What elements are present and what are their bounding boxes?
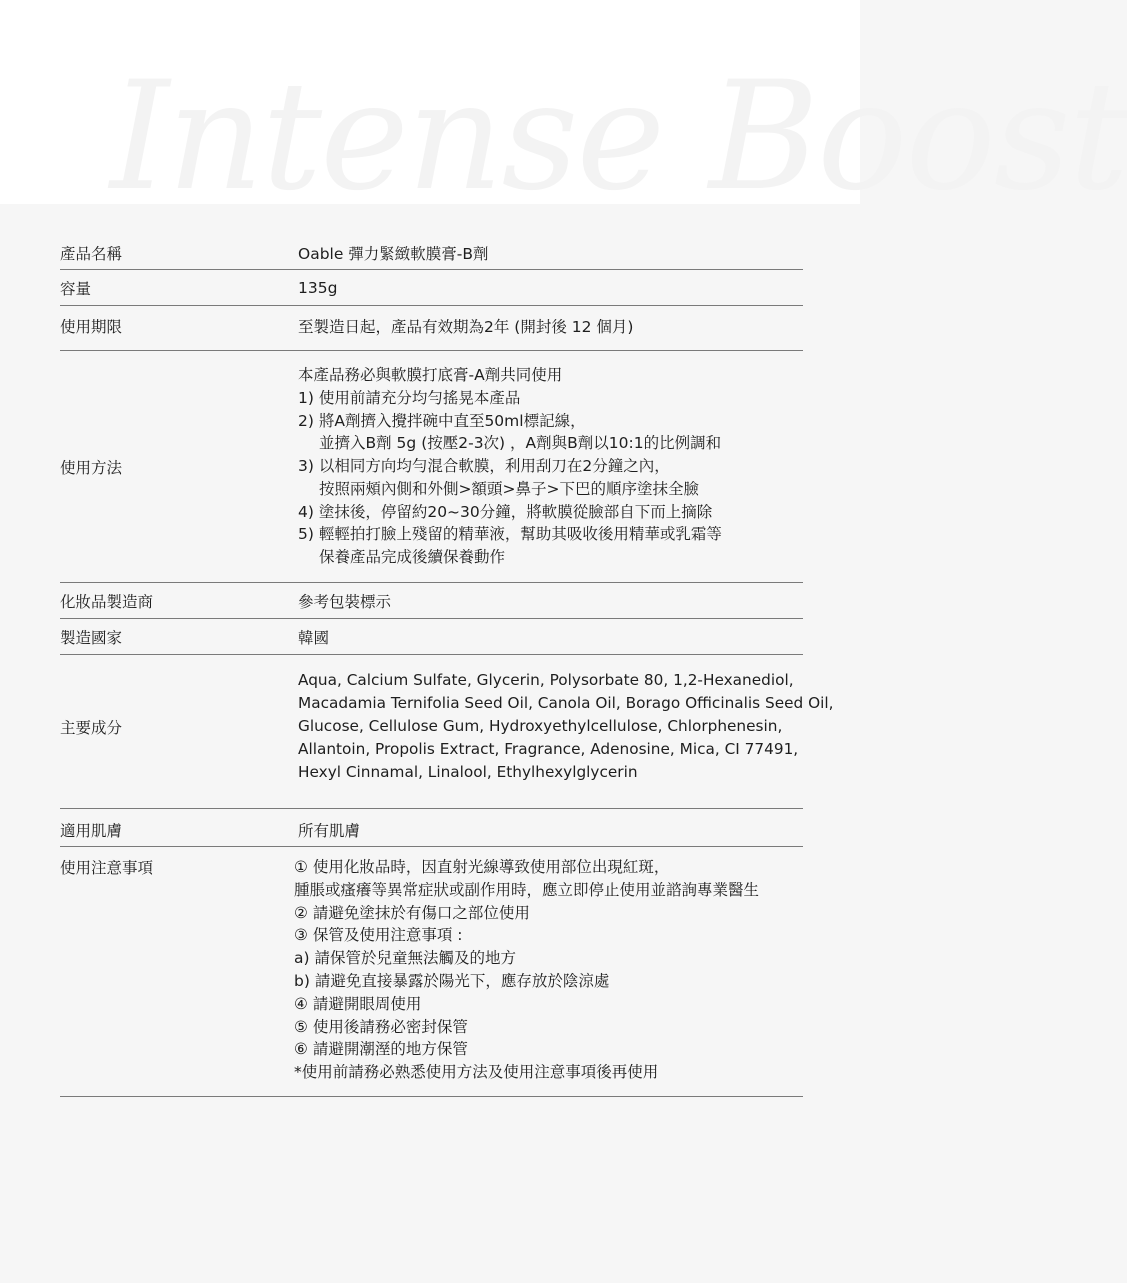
spec-label: 主要成分: [60, 718, 123, 737]
spec-label: 化妝品製造商: [60, 592, 154, 611]
product-spec-table: [60, 234, 834, 1097]
spec-label: 使用期限: [60, 317, 123, 336]
spec-value: Oable 彈力緊緻軟膜膏-B劑: [298, 244, 489, 263]
usage-line: 1) 使用前請充分均勻搖晃本產品: [298, 388, 521, 407]
spec-value: 參考包裝標示: [298, 592, 392, 611]
caution-line: ④ 請避開眼周使用: [294, 994, 422, 1013]
spec-row-volume: [60, 270, 803, 306]
caution-line: ② 請避免塗抹於有傷口之部位使用: [294, 903, 530, 922]
spec-row-country: [60, 619, 803, 655]
spec-row-cautions: [60, 847, 803, 1097]
watermark-text: Intense Boost: [110, 50, 1127, 224]
spec-label: 使用注意事項: [60, 859, 154, 877]
usage-line: 保養產品完成後續保養動作: [319, 548, 506, 567]
usage-line: 並擠入B劑 5g (按壓2-3次) ，A劑與B劑以10:1的比例調和: [319, 434, 722, 453]
usage-line: 2) 將A劑擠入攪拌碗中直至50ml標記線，: [298, 411, 586, 430]
usage-line: 3) 以相同方向均勻混合軟膜，利用刮刀在2分鐘之內，: [298, 457, 670, 476]
usage-instructions: [298, 364, 803, 569]
spec-label: 產品名稱: [60, 244, 123, 263]
usage-line: 4) 塗抹後，停留約20~30分鐘，將軟膜從臉部自下而上摘除: [298, 502, 713, 521]
ingredients-list: [298, 669, 834, 784]
caution-line: *使用前請務必熟悉使用方法及使用注意事項後再使用: [294, 1063, 659, 1082]
spec-row-name: [60, 234, 803, 270]
spec-label: 使用方法: [60, 458, 123, 477]
caution-line: 腫脹或瘙癢等異常症狀或副作用時，應立即停止使用並諮詢專業醫生: [294, 880, 760, 899]
caution-line: b) 請避免直接暴露於陽光下，應存放於陰涼處: [294, 971, 610, 990]
spec-row-ingredients: [60, 655, 834, 809]
usage-line: 5) 輕輕拍打臉上殘留的精華液，幫助其吸收後用精華或乳霜等: [298, 525, 722, 544]
caution-line: ⑥ 請避開潮溼的地方保管: [294, 1040, 468, 1059]
ingredients-line: Macadamia Ternifolia Seed Oil, Canola Oil, Borago Officinalis Seed Oil,: [298, 694, 834, 712]
usage-line: 按照兩頰內側和外側>額頭>鼻子>下巴的順序塗抹全臉: [319, 479, 699, 498]
caution-line: ③ 保管及使用注意事項 :: [294, 926, 463, 945]
spec-row-manufacturer: [60, 583, 803, 619]
spec-label: 容量: [60, 279, 92, 298]
spec-label: 適用肌膚: [60, 821, 123, 840]
caution-line: a) 請保管於兒童無法觸及的地方: [294, 949, 516, 968]
ingredients-line: Glucose, Cellulose Gum, Hydroxyethylcellulose, Chlorphenesin,: [298, 717, 783, 735]
spec-value: 至製造日起，產品有效期為2年 (開封後 12 個月): [298, 317, 634, 336]
spec-value: 韓國: [298, 628, 330, 647]
usage-line: 本產品務必與軟膜打底膏-A劑共同使用: [298, 365, 563, 384]
caution-line: ① 使用化妝品時，因直射光線導致使用部位出現紅斑，: [294, 858, 670, 876]
spec-value: 135g: [298, 278, 338, 297]
spec-value: 所有肌膚: [298, 821, 361, 840]
caution-list: [294, 856, 803, 1084]
ingredients-line: Hexyl Cinnamal, Linalool, Ethylhexylglycerin: [298, 763, 638, 781]
spec-row-usage: [60, 351, 803, 583]
hero-banner: [0, 0, 1127, 224]
ingredients-line: Aqua, Calcium Sulfate, Glycerin, Polysorbate 80, 1,2-Hexanediol,: [298, 671, 794, 689]
spec-row-shelf-life: [60, 306, 803, 351]
spec-label: 製造國家: [60, 628, 123, 647]
caution-line: ⑤ 使用後請務必密封保管: [294, 1017, 468, 1036]
spec-row-skin-type: [60, 809, 803, 847]
ingredients-line: Allantoin, Propolis Extract, Fragrance, Adenosine, Mica, CI 77491,: [298, 740, 799, 758]
